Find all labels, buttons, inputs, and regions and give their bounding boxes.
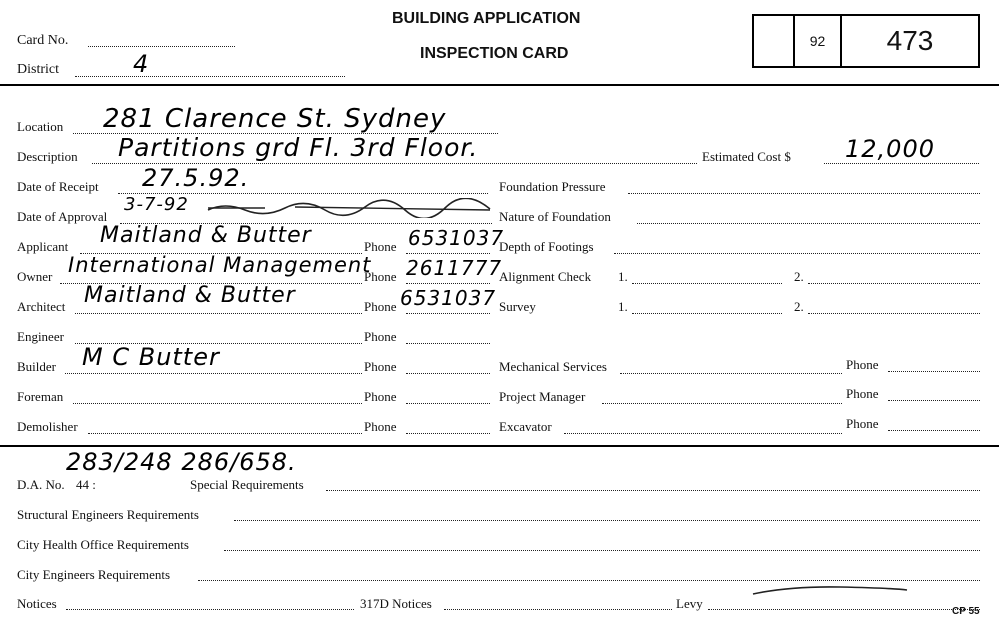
structural-engineers-field[interactable] xyxy=(234,520,980,521)
depth-of-footings-label: Depth of Footings xyxy=(499,239,594,254)
location-value: 281 Clarence St. Sydney xyxy=(103,104,447,134)
district-value: 4 xyxy=(133,50,150,78)
city-engineers-label: City Engineers Requirements xyxy=(17,567,171,582)
estimated-cost-field[interactable] xyxy=(824,163,979,164)
foreman-field[interactable] xyxy=(73,403,362,404)
reference-box-number: 473 xyxy=(886,25,934,56)
applicant-label: Applicant xyxy=(17,239,69,254)
estimated-cost-value: 12,000 xyxy=(845,135,935,163)
alignment-check-label: Alignment Check xyxy=(499,269,592,284)
estimated-cost-label: Estimated Cost $ xyxy=(702,149,791,164)
applicant-value: Maitland & Butter xyxy=(100,223,312,248)
form-code: CP 55 xyxy=(952,606,980,617)
builder-phone-label: Phone xyxy=(364,359,397,374)
special-requirements-label: Special Requirements xyxy=(190,477,304,492)
foreman-phone-label: Phone xyxy=(364,389,397,404)
reference-box-blank xyxy=(754,16,795,66)
levy-field[interactable] xyxy=(708,609,980,610)
excavator-field[interactable] xyxy=(564,433,842,434)
architect-label: Architect xyxy=(17,299,66,314)
da-handwritten-numbers: 283/248 286/658. xyxy=(66,448,297,476)
survey-num1: 1. xyxy=(618,299,628,314)
notices-field[interactable] xyxy=(66,609,354,610)
foreman-label: Foreman xyxy=(17,389,64,404)
survey-label: Survey xyxy=(499,299,536,314)
excavator-label: Excavator xyxy=(499,419,552,434)
owner-label: Owner xyxy=(17,269,53,284)
city-engineers-field[interactable] xyxy=(198,580,980,581)
date-of-approval-label: Date of Approval xyxy=(17,209,108,224)
nature-of-foundation-field[interactable] xyxy=(637,223,980,224)
survey-num2: 2. xyxy=(794,299,804,314)
project-manager-phone-label: Phone xyxy=(846,386,879,401)
architect-field[interactable] xyxy=(75,313,362,314)
levy-label: Levy xyxy=(676,596,703,611)
survey-field-2[interactable] xyxy=(808,313,980,314)
card-no-field[interactable] xyxy=(88,46,235,47)
foundation-pressure-field[interactable] xyxy=(628,193,980,194)
builder-field[interactable] xyxy=(65,373,362,374)
district-label: District xyxy=(17,62,59,77)
notices-label: Notices xyxy=(17,596,57,611)
applicant-phone-field[interactable] xyxy=(406,253,490,254)
owner-value: International Management xyxy=(68,253,372,277)
description-value: Partitions grd Fl. 3rd Floor. xyxy=(118,133,479,162)
survey-field-1[interactable] xyxy=(632,313,782,314)
demolisher-label: Demolisher xyxy=(17,419,78,434)
mechanical-services-field[interactable] xyxy=(620,373,842,374)
city-health-office-field[interactable] xyxy=(224,550,980,551)
demolisher-phone-label: Phone xyxy=(364,419,397,434)
card-no-label: Card No. xyxy=(17,33,69,48)
owner-phone-label: Phone xyxy=(364,269,397,284)
engineer-phone-label: Phone xyxy=(364,329,397,344)
section-divider-bottom xyxy=(0,445,999,447)
applicant-phone-value: 6531037 xyxy=(408,226,505,250)
demolisher-field[interactable] xyxy=(88,433,362,434)
engineer-label: Engineer xyxy=(17,329,64,344)
nature-of-foundation-label: Nature of Foundation xyxy=(499,209,611,224)
notices-317d-label: 317D Notices xyxy=(360,596,432,611)
builder-label: Builder xyxy=(17,359,56,374)
architect-value: Maitland & Butter xyxy=(84,283,296,308)
da-no-label: D.A. No. xyxy=(17,477,65,492)
engineer-phone-field[interactable] xyxy=(406,343,490,344)
levy-pen-stroke xyxy=(750,584,910,598)
applicant-phone-label: Phone xyxy=(364,239,397,254)
mechanical-services-label: Mechanical Services xyxy=(499,359,607,374)
mechanical-services-phone-field[interactable] xyxy=(888,371,980,372)
description-label: Description xyxy=(17,149,78,164)
da-no-value: 44 : xyxy=(76,477,96,492)
mechanical-services-phone-label: Phone xyxy=(846,357,879,372)
depth-of-footings-field[interactable] xyxy=(614,253,980,254)
foundation-pressure-label: Foundation Pressure xyxy=(499,179,606,194)
demolisher-phone-field[interactable] xyxy=(406,433,490,434)
reference-boxes xyxy=(752,14,980,68)
owner-phone-field[interactable] xyxy=(406,283,490,284)
architect-phone-field[interactable] xyxy=(406,313,490,314)
alignment-check-field-1[interactable] xyxy=(632,283,782,284)
alignment-check-num2: 2. xyxy=(794,269,804,284)
structural-engineers-label: Structural Engineers Requirements xyxy=(17,507,199,522)
city-health-office-label: City Health Office Requirements xyxy=(17,537,189,552)
date-of-receipt-label: Date of Receipt xyxy=(17,179,99,194)
date-of-approval-value: 3-7-92 xyxy=(124,194,189,215)
builder-value: M C Butter xyxy=(82,343,220,371)
district-field[interactable] xyxy=(75,76,345,77)
project-manager-label: Project Manager xyxy=(499,389,586,404)
alignment-check-field-2[interactable] xyxy=(808,283,980,284)
notices-317d-field[interactable] xyxy=(444,609,672,610)
section-divider-top xyxy=(0,84,999,86)
special-requirements-field[interactable] xyxy=(326,490,980,491)
date-of-receipt-value: 27.5.92. xyxy=(142,164,250,192)
form-title-line1: BUILDING APPLICATION xyxy=(392,10,581,27)
owner-phone-value: 2611777 xyxy=(406,256,503,280)
alignment-check-num1: 1. xyxy=(618,269,628,284)
architect-phone-label: Phone xyxy=(364,299,397,314)
project-manager-phone-field[interactable] xyxy=(888,400,980,401)
excavator-phone-label: Phone xyxy=(846,416,879,431)
excavator-phone-field[interactable] xyxy=(888,430,980,431)
builder-phone-field[interactable] xyxy=(406,373,490,374)
foreman-phone-field[interactable] xyxy=(406,403,490,404)
project-manager-field[interactable] xyxy=(602,403,842,404)
location-label: Location xyxy=(17,119,64,134)
form-title-line2: INSPECTION CARD xyxy=(420,45,569,62)
reference-box-year: 92 xyxy=(795,16,842,66)
struck-through-scribble xyxy=(205,198,495,218)
architect-phone-value: 6531037 xyxy=(400,286,497,310)
